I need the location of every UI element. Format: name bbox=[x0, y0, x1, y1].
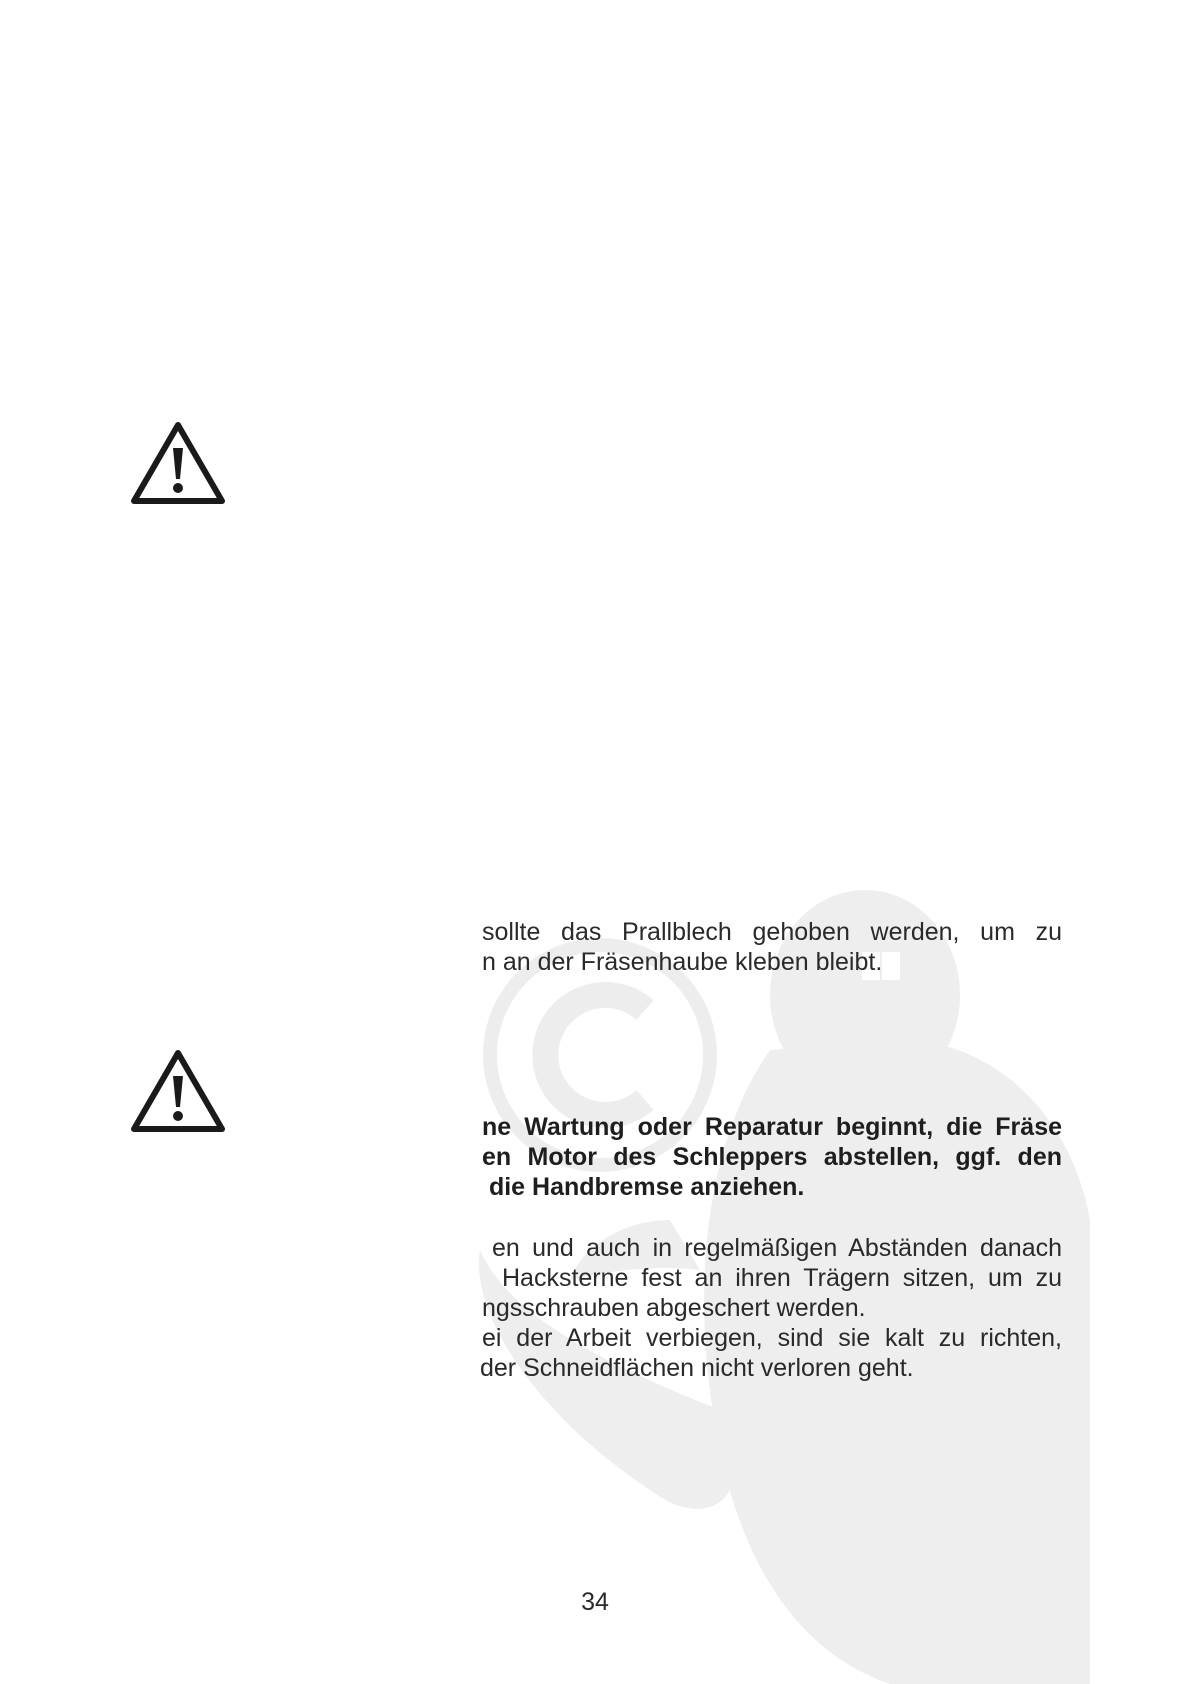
warning-triangle-icon bbox=[130, 420, 226, 506]
text-line: Hacksterne fest an ihren Trägern sitzen, um zu bbox=[502, 1264, 1062, 1292]
text-line: sollte das Prallblech gehoben werden, um zu bbox=[482, 918, 1062, 946]
text-line: der Schneidflächen nicht verloren geht. bbox=[480, 1354, 914, 1382]
text-line: ngsschrauben abgeschert werden. bbox=[482, 1294, 866, 1322]
text-line: n an der Fräsenhaube kleben bleibt. bbox=[482, 948, 883, 976]
text-line: die Handbremse anziehen. bbox=[482, 1173, 805, 1201]
warning-triangle-icon bbox=[130, 1048, 226, 1134]
paragraph-hacksterne bbox=[482, 1233, 1062, 1383]
text-line: ne Wartung oder Reparatur beginnt, die Fräse bbox=[482, 1113, 1062, 1141]
text-line: ei der Arbeit verbiegen, sind sie kalt zu richten, bbox=[482, 1324, 1062, 1352]
page-number: 34 bbox=[581, 1588, 609, 1616]
paragraph-prallblech bbox=[482, 917, 1062, 977]
warning-paragraph bbox=[482, 1112, 1062, 1202]
text-line: en und auch in regelmäßigen Abständen danach bbox=[492, 1234, 1062, 1262]
text-line: en Motor des Schleppers abstellen, ggf. den bbox=[482, 1143, 1062, 1171]
